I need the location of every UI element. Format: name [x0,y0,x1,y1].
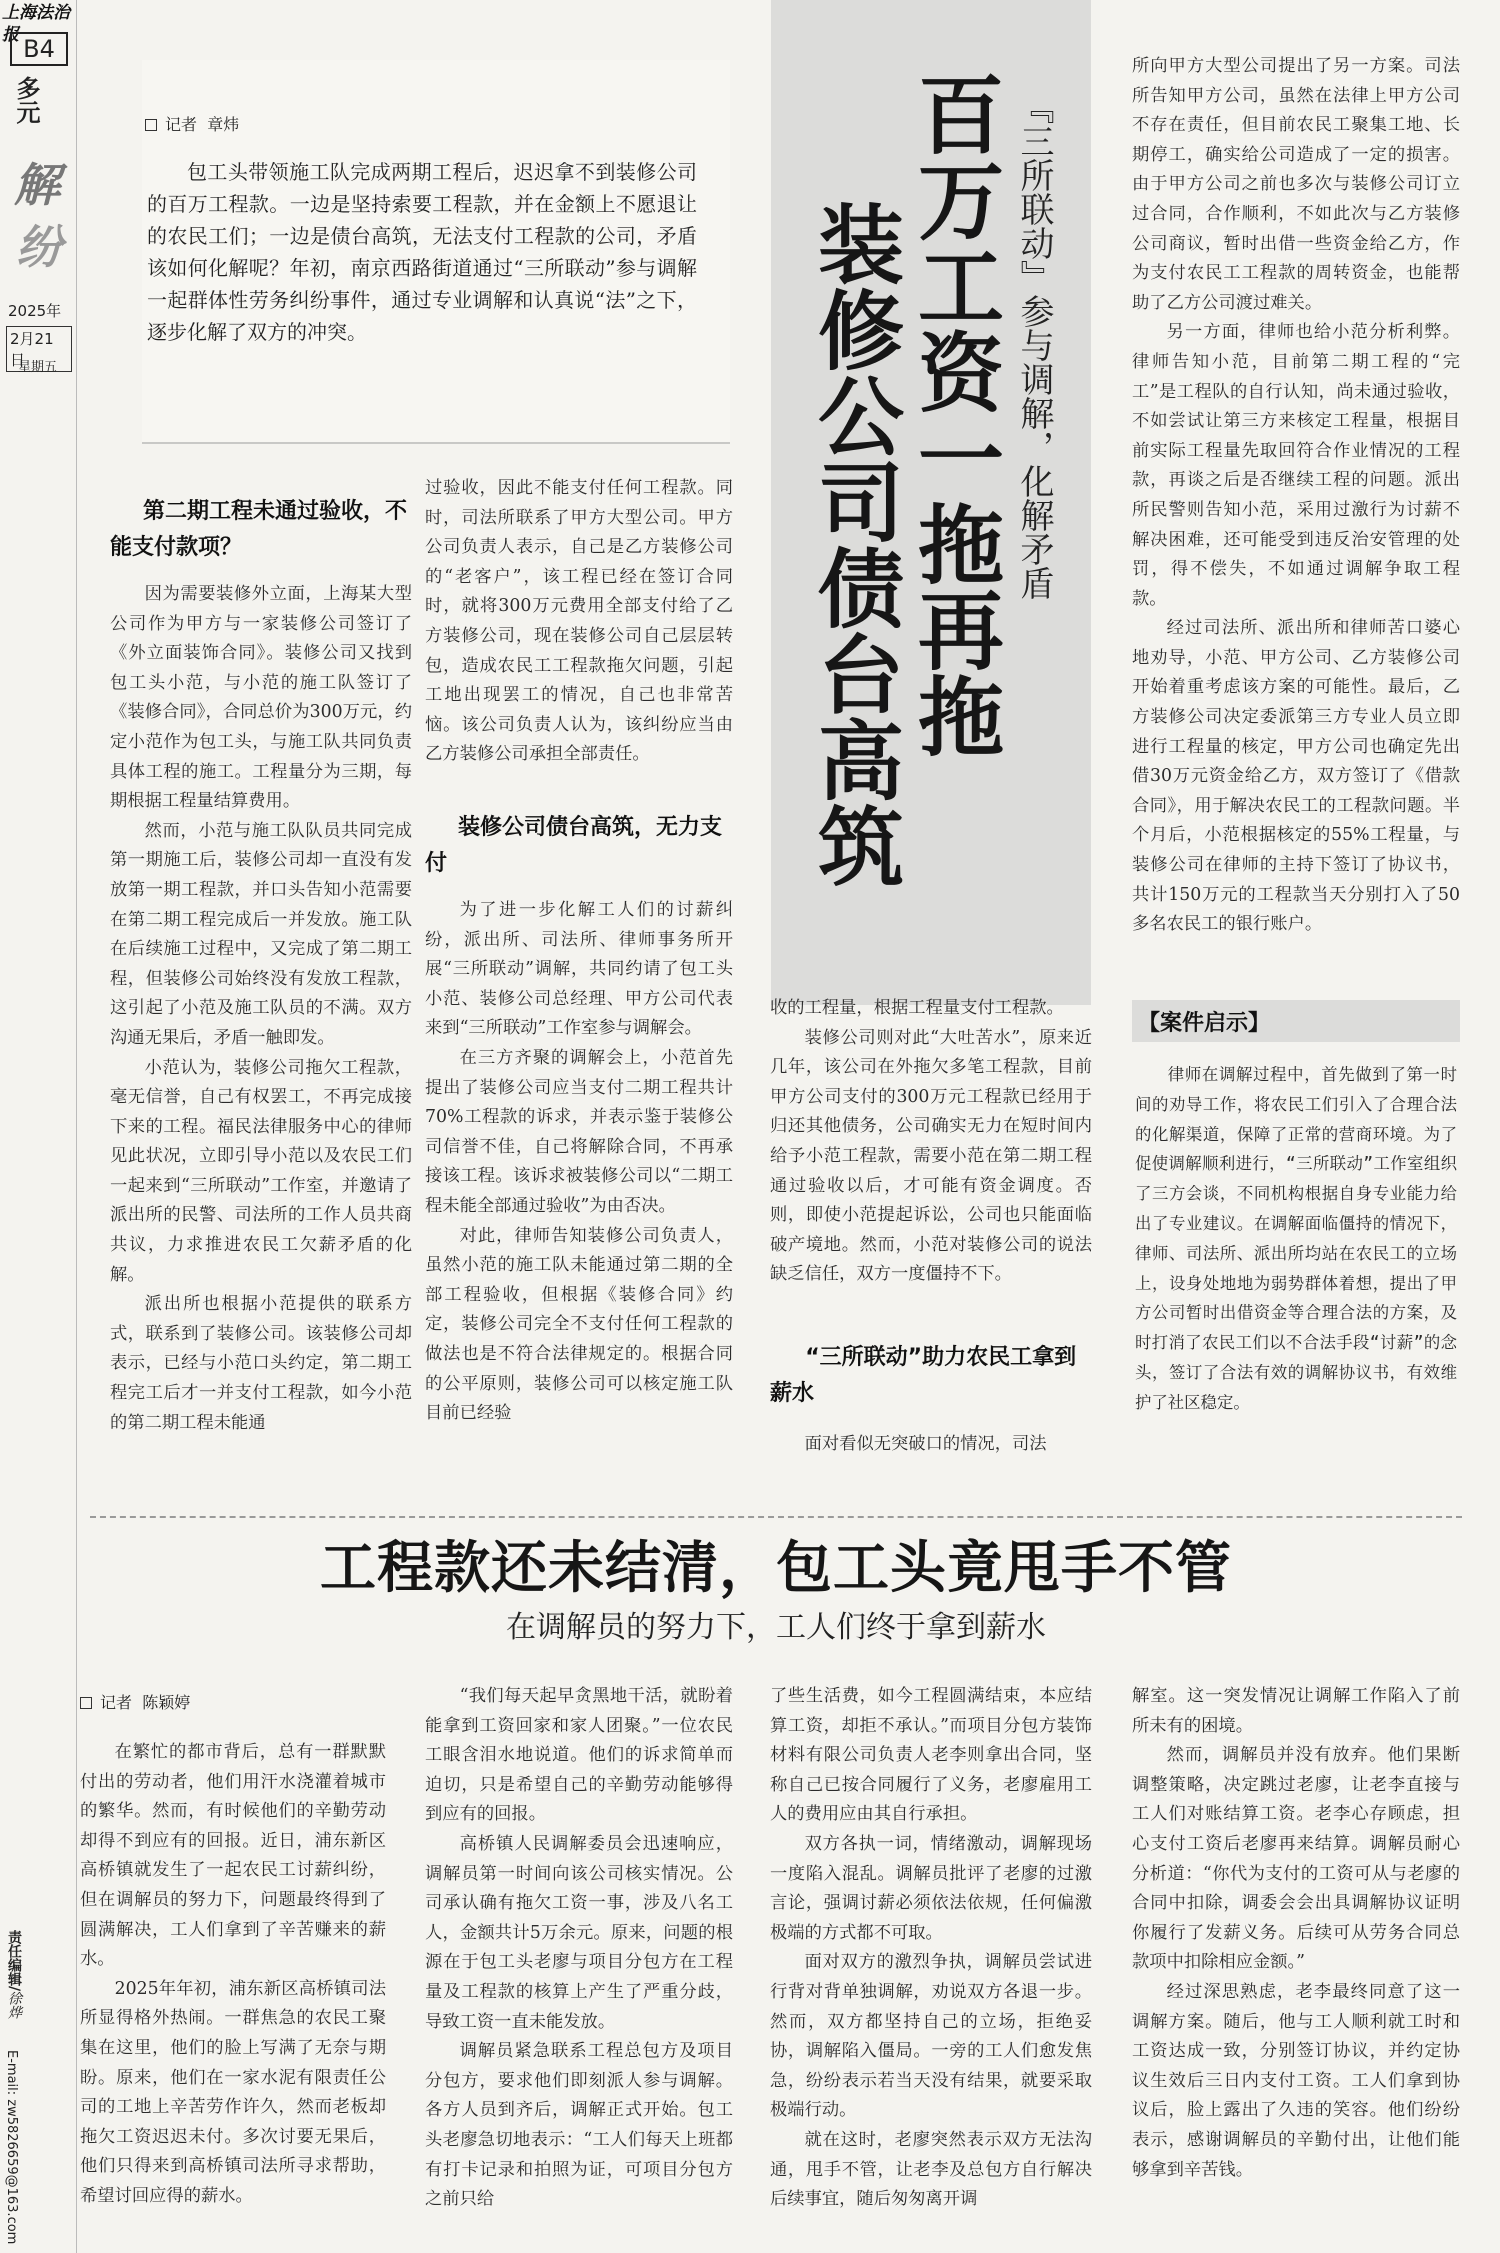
article-column-4: 所向甲方大型公司提出了另一方案。司法所告知甲方公司，虽然在法律上甲方公司不存在责任，但目前农民工聚集工地、长期停工，确实给公司造成了一定的损害。由于甲方公司之前也多次与装修公司订立过合同，合作顺利，不如此次与乙方装修公司商议，暂时出借一些资金给乙方，作为支付农民工工程款的周转资金，也能帮助了乙方公司渡过难关。 另一方面，律师也给小范分析利弊。律师告知小范，目前第二期工程的“完工”是工程队的自行认知，尚未通过验收，不如尝试让第三方来核定工程量，根据目前实际工程量先取回符合作业情况的工程款，再谈之后是否继续工程的问题。派出所民警则告知小范，采用过激行为讨薪不解决困难，还可能受到违反治安管理的处罚，得不偿失，不如通过调解争取工程款。 经过司法所、派出所和律师苦口婆心地劝导，小范、甲方公司、乙方装修公司开始着重考虑该方案的可能性。最后，乙方装修公司决定委派第三方专业人员立即进行工程量的核定，甲方公司也确定先出借30万元资金给乙方，双方签订了《借款合同》，用于解决农民工的工程款问题。半个月后，小范根据核定的55%工程量，与装修公司在律师的主持下签订了协议书，共计150万元的工程款当天分别打入了50多名农民工的银行账户。 [1132,56,1460,935]
issue-year: 2025年 [8,302,62,320]
article2-column-2: “我们每天起早贪黑地干活，就盼着能拿到工资回家和家人团聚。”一位农民工眼含泪水地说道。他们的诉求简单而迫切，只是希望自己的辛勤劳动能够得到应有的回报。 高桥镇人民调解委员会迅速响应，调解员第一时间向该公司核实情况。公司承认确有拖欠工资一事，涉及八名工人，金额共计5万余元。原来，问题的根源在于包工头老廖与项目分包方在工程量及工程款的核算上产生了严重分歧，导致工资一直未能发放。 调解员紧急联系工程总包方及项目分包方，要求他们即刻派人参与调解。各方人员到齐后，调解正式开始。包工头老廖急切地表示：“工人们每天上班都有打卡记录和拍照为证，可项目分包方之前只给 [425,1686,733,2210]
section-calligraphy-1: 解 [14,158,60,212]
editor-email: E-mail: zw5826659@163.com [4,2050,19,2245]
article-column-3b: 面对看似无突破口的情况，司法 [804,1434,1047,1454]
section-separator [90,1516,1462,1518]
subheading-1: 第二期工程未通过验收，不能支付款项？ [110,499,408,560]
article2-title: 工程款还未结清，包工头竟甩手不管 [320,1536,1232,1601]
headline-eyebrow: 『三所联动』参与调解，化解矛盾 [1014,90,1054,600]
article2-column-1: 在繁忙的都市背后，总有一群默默付出的劳动者，他们用汗水浇灌着城市的繁华。然而，有时候他们的辛勤劳动却得不到应有的回报。近日，浦东新区高桥镇就发生了一起农民工讨薪纠纷，但在调解员的努力下，问题最终得到了圆满解决，工人们拿到了辛苦赚来的薪水。 2025年年初，浦东新区高桥镇司法所显得格外热闹。一群焦急的农民工聚集在这里，他们的脸上写满了无奈与期盼。原来，他们在一家水泥有限责任公司的工地上辛苦劳作许久，然而老板却拖欠工资迟迟未付。多次讨要无果后，他们只得来到高桥镇司法所寻求帮助，希望讨回应得的薪水。 [80,1742,386,2206]
strip-divider [76,0,77,2253]
article-column-2b: 为了进一步化解工人们的讨薪纠纷，派出所、司法所、律师事务所开展“三所联动”调解，共同约请了包工头小范、装修公司总经理、甲方公司代表来到“三所联动”工作室参与调解会。 在三方齐聚的调解会上，小范首先提出了装修公司应当支付二期工程共计70%工程款的诉求，并表示鉴于装修公司信誉不佳，自己将解除合同，不再承接该工程。该诉求被装修公司以“二期工程未能全部通过验收”为由否决。 对此，律师告知装修公司负责人，虽然小范的施工队未能通过第二期的全部工程验收，但根据《装修合同》约定，装修公司完全不支付任何工程款的做法也是不符合法律规定的。根据合同的公平原则，装修公司可以核定施工队目前已经验 [425,900,733,1424]
article2-subtitle: 在调解员的努力下，工人们终于拿到薪水 [506,1610,1046,1645]
insight-text: 律师在调解过程中，首先做到了第一时间的劝导工作，将农民工们引入了合理合法的化解渠道，保障了正常的营商环境。为了促使调解顺利进行，“三所联动”工作室组织了三方会谈，不同机构根据自身专业能力给出了专业建议。在调解面临僵持的情况下，律师、司法所、派出所均站在农民工的立场上，设身处地地为弱势群体着想，提出了甲方公司暂时出借资金等合理合法的方案，及时打消了农民工们以不合法手段“讨薪”的念头，签订了合法有效的调解协议书，有效维护了社区稳定。 [1135,1065,1457,1412]
section-name: 多元 [12,76,40,124]
article-column-1: 因为需要装修外立面，上海某大型公司作为甲方与一家装修公司签订了《外立面装饰合同》。装修公司又找到包工头小范，与小范的施工队签订了《装修合同》，合同总价为300万元，约定小范作为包工头，与施工队共同负责具体工程的施工。工程量分为三期，每期根据工程量结算费用。 然而，小范与施工队队员共同完成第一期施工后，装修公司却一直没有发放第一期工程款，并口头告知小范需要在第二期工程完成后一并发放。施工队在后续施工过程中，又完成了第二期工程，但装修公司始终没有发放工程款，这引起了小范及施工队员的不满。双方沟通无果后，矛盾一触即发。 小范认为，装修公司拖欠工程款，毫无信誉，自己有权罢工，不再完成接下来的工程。福民法律服务中心的律师见此状况，立即引导小范以及农民工们一起来到“三所联动”工作室，并邀请了派出所的民警、司法所的工作人员共商共议，力求推进农民工欠薪矛盾的化解。 派出所也根据小范提供的联系方式，联系到了装修公司。该装修公司却表示，已经与小范口头约定，第二期工程完工后才一并支付工程款，如今小范的第二期工程未能通 [110,584,412,1433]
byline-box-icon [145,119,157,131]
headline-title-a: 百万工资一拖再拖 [903,70,1003,758]
page-number: B4 [10,32,68,66]
editor-label: 责任编辑/徐烨 [6,1930,22,2020]
article2-byline-box-icon [80,1697,92,1709]
subheading-2: 装修公司债台高筑，无力支付 [425,815,723,876]
article-lead: 包工头带领施工队完成两期工程后，迟迟拿不到装修公司的百万工程款。一边是坚持索要工程款，并在金额上不愿退让的农民工们；一边是债台高筑，无法支付工程款的公司，矛盾该如何化解呢？年初，南京西路街道通过“三所联动”参与调解一起群体性劳务纠纷事件，通过专业调解和认真说“法”之下，逐步化解了双方的冲突。 [147,160,697,344]
article2-column-4: 解室。这一突发情况让调解工作陷入了前所未有的困境。 然而，调解员并没有放弃。他们果断调整策略，决定跳过老廖，让老李直接与工人们对账结算工资。老李心存顾虑，担心支付工资后老廖再来结算。调解员耐心分析道：“你代为支付的工资可从与老廖的合同中扣除，调委会会出具调解协议证明你履行了发薪义务。后续可从劳务合同总款项中扣除相应金额。” 经过深思熟虑，老李最终同意了这一调解方案。随后，他与工人顺利就工时和工资达成一致，分别签订协议，并约定协议生效后三日内支付工资。工人们拿到协议后，脸上露出了久违的笑容。他们纷纷表示，感谢调解员的辛勤付出，让他们能够拿到辛苦钱。 [1132,1686,1460,2180]
issue-date: 2月21日 [6,326,72,372]
article2-column-3: 了些生活费，如今工程圆满结束，本应结算工资，却拒不承认。”而项目分包方装饰材料有限公司负责人老李则拿出合同，坚称自己已按合同履行了义务，老廖雇用工人的费用应由其自行承担。 双方各执一词，情绪激动，调解现场一度陷入混乱。调解员批评了老廖的过激言论，强调讨薪必须依法依规，任何偏激极端的方式都不可取。 面对双方的激烈争执，调解员尝试进行背对背单独调解，劝说双方各退一步。然而，双方都坚持自己的立场，拒绝妥协，调解陷入僵局。一旁的工人们愈发焦急，纷纷表示若当天没有结果，就要采取极端行动。 就在这时，老廖突然表示双方无法沟通，甩手不管，让老李及总包方自行解决后续事宜，随后匆匆离开调 [770,1686,1092,2210]
article-column-2a: 过验收，因此不能支付任何工程款。同时，司法所联系了甲方大型公司。甲方公司负责人表示，自己是乙方装修公司的“老客户”，该工程已经在签订合同时，就将300万元费用全部支付给了乙方装修公司，现在装修公司自己层层转包，造成农民工工程款拖欠问题，引起工地出现罢工的情况，自己也非常苦恼。该公司负责人认为，该纠纷应当由乙方装修公司承担全部责任。 [425,478,733,765]
section-calligraphy-2: 纷 [16,220,62,274]
article-column-3: 收的工程量，根据工程量支付工程款。 装修公司则对此“大吐苦水”，原来近几年，该公司在外拖欠多笔工程款，目前甲方公司支付的300万元工程款已经用于归还其他债务，公司确实无力在短时间内给予小范工程款，需要小范在第二期工程通过验收以后，才可能有资金调度。否则，即使小范提起诉讼，公司也只能面临破产境地。然而，小范对装修公司的说法缺乏信任，双方一度僵持不下。 [770,998,1092,1285]
subheading-3: “三所联动”助力农民工拿到薪水 [770,1345,1077,1406]
article2-byline: 记者 陈颖婷 [80,1690,190,1713]
insight-label: 【案件启示】 [1138,1011,1271,1036]
newspaper-name: 上海法治报 [2,3,70,45]
masthead-strip [0,0,80,2253]
headline-title-b: 装修公司债台高筑 [803,200,903,888]
byline: 记者 章炜 [145,112,239,135]
issue-weekday: 星期五 [18,360,58,375]
